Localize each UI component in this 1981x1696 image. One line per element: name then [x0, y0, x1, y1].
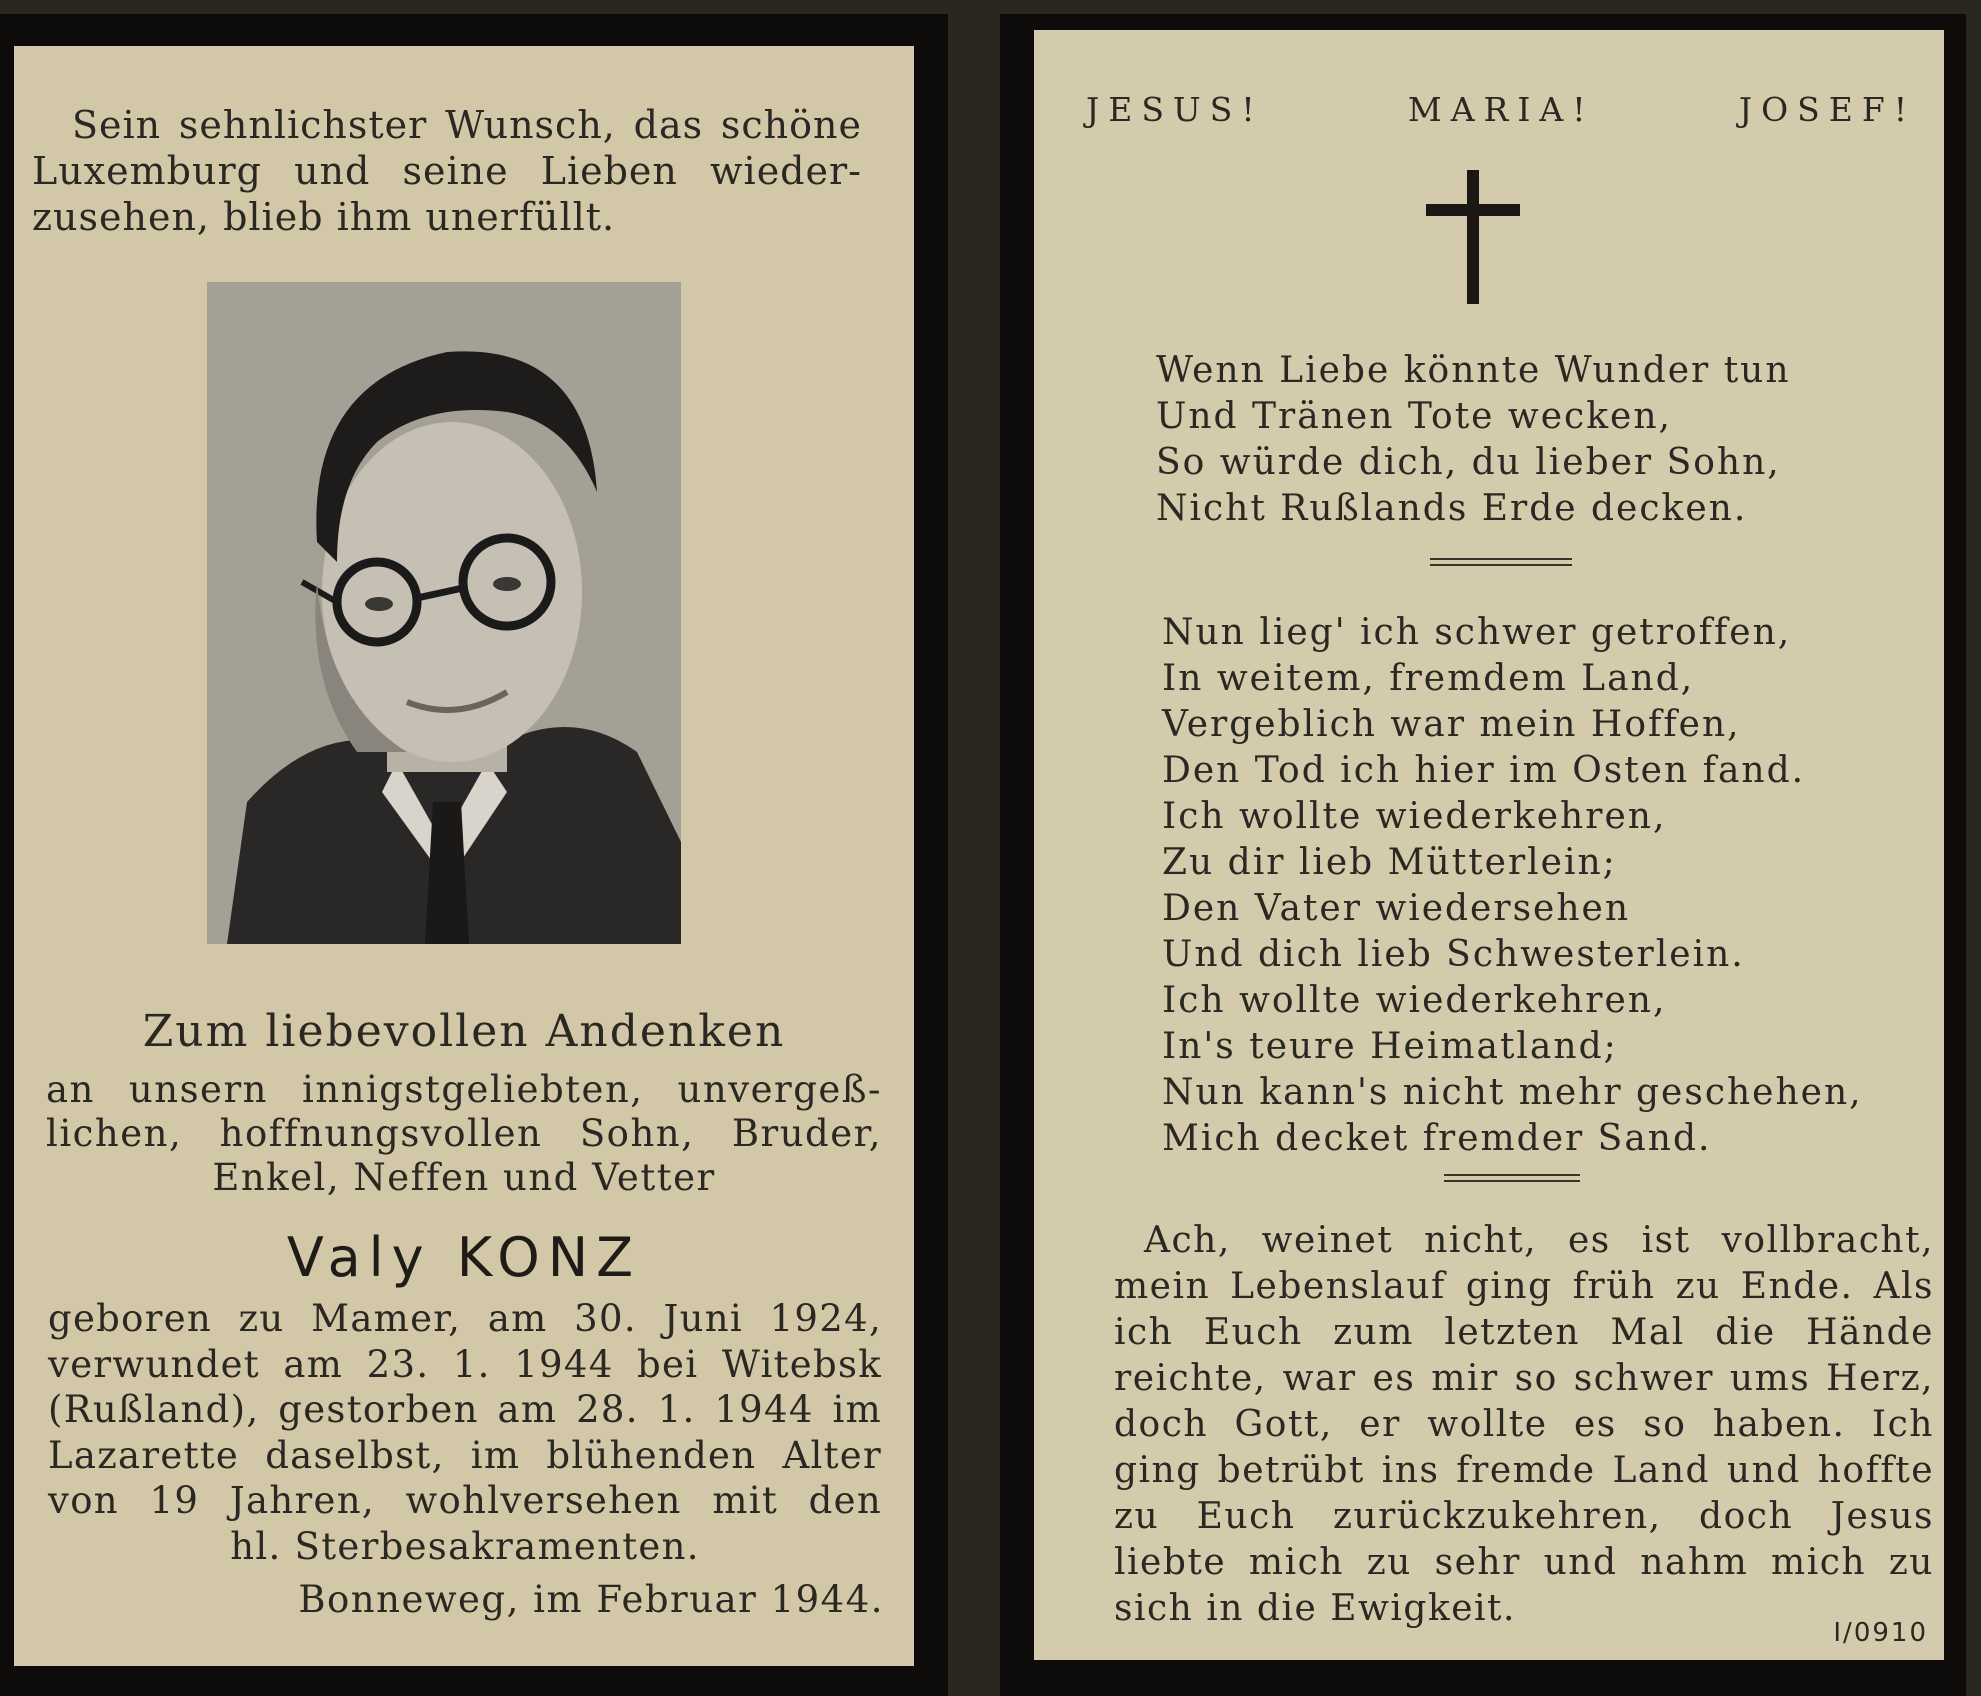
poem-line: Den Tod ich hier im Osten fand.	[1162, 750, 1806, 791]
poem-line: Und dich lieb Schwesterlein.	[1162, 934, 1745, 975]
closing-line: sich in die Ewigkeit.	[1114, 1588, 1516, 1629]
closing-line: mein Lebenslauf ging früh zu Ende. Als	[1114, 1266, 1934, 1307]
poem-line: In's teure Heimatland;	[1162, 1026, 1618, 1067]
cross-icon	[1426, 170, 1520, 304]
bio-line: geboren zu Mamer, am 30. Juni 1924,	[48, 1297, 882, 1340]
poem-line: In weitem, fremdem Land,	[1162, 658, 1695, 699]
dedication-line: lichen, hoffnungsvollen Sohn, Bruder,	[46, 1112, 882, 1155]
closing-line: doch Gott, er wollte es so haben. Ich	[1114, 1404, 1934, 1445]
poem-line: Nun kann's nicht mehr geschehen,	[1162, 1072, 1863, 1113]
poem-line: Ich wollte wiederkehren,	[1162, 796, 1667, 837]
wish-line: Sein sehnlichster Wunsch, das schöne	[72, 103, 862, 147]
poem-stanza-1	[1156, 348, 1856, 532]
closing-line: zu Euch zurückzukehren, doch Jesus	[1114, 1496, 1934, 1537]
poem-line: Nicht Rußlands Erde decken.	[1156, 488, 1748, 529]
place-date: Bonneweg, im Februar 1944.	[298, 1578, 884, 1621]
print-code: I/0910	[1833, 1618, 1928, 1648]
memorial-heading: Zum liebevollen Andenken	[142, 1006, 786, 1057]
poem-line: Vergeblich war mein Hoffen,	[1162, 704, 1741, 745]
poem-line: Ich wollte wiederkehren,	[1162, 980, 1667, 1021]
closing-line: liebte mich zu sehr und nahm mich zu	[1114, 1542, 1934, 1583]
double-rule-divider	[1444, 1174, 1580, 1182]
invocation-word: JESUS!	[1086, 90, 1264, 129]
left-card-paper	[14, 46, 914, 1666]
invocation-word: JOSEF!	[1738, 90, 1916, 129]
poem-stanza-2	[1162, 610, 1892, 1162]
left-memorial-card	[0, 14, 948, 1696]
wish-line: Luxemburg und seine Lieben wieder-	[32, 149, 862, 193]
dedication-line: Enkel, Neffen und Vetter	[212, 1156, 716, 1199]
poem-line: Und Tränen Tote wecken,	[1156, 396, 1672, 437]
poem-line: Wenn Liebe könnte Wunder tun	[1156, 350, 1791, 391]
wish-line: zusehen, blieb ihm unerfüllt.	[32, 195, 616, 239]
right-card-paper	[1034, 30, 1944, 1660]
portrait-photo	[207, 282, 681, 944]
poem-line: Mich decket fremder Sand.	[1162, 1118, 1712, 1159]
bio-line: von 19 Jahren, wohlversehen mit den	[48, 1479, 882, 1522]
invocation-word: MARIA!	[1407, 90, 1595, 129]
bio-line: hl. Sterbesakramenten.	[230, 1524, 700, 1568]
poem-line: Nun lieg' ich schwer getroffen,	[1162, 612, 1792, 653]
bio-line: verwundet am 23. 1. 1944 bei Witebsk	[48, 1342, 882, 1386]
dedication-line: an unsern innigstgeliebten, unvergeß-	[46, 1068, 882, 1111]
deceased-name: Valy KONZ	[286, 1226, 642, 1289]
right-memorial-card	[1000, 14, 1966, 1696]
invocation-header	[1086, 90, 1916, 129]
closing-line: ging betrübt ins fremde Land und hoffte	[1114, 1450, 1934, 1491]
double-rule-divider	[1430, 558, 1572, 566]
poem-line: Zu dir lieb Mütterlein;	[1162, 842, 1617, 883]
portrait-photo-image	[207, 282, 681, 944]
poem-line: So würde dich, du lieber Sohn,	[1156, 442, 1781, 483]
dedication-paragraph	[46, 1068, 882, 1200]
bio-line: Lazarette daselbst, im blühenden Alter	[48, 1433, 882, 1477]
closing-line: ich Euch zum letzten Mal die Hände	[1114, 1312, 1934, 1353]
closing-paragraph	[1114, 1218, 1934, 1632]
poem-line: Den Vater wiedersehen	[1162, 888, 1631, 929]
biography-paragraph	[48, 1296, 882, 1569]
closing-line: reichte, war es mir so schwer ums Herz,	[1114, 1358, 1934, 1399]
bio-line: (Rußland), gestorben am 28. 1. 1944 im	[48, 1388, 882, 1431]
closing-line: Ach, weinet nicht, es ist vollbracht,	[1144, 1220, 1934, 1261]
wish-paragraph	[32, 102, 862, 240]
